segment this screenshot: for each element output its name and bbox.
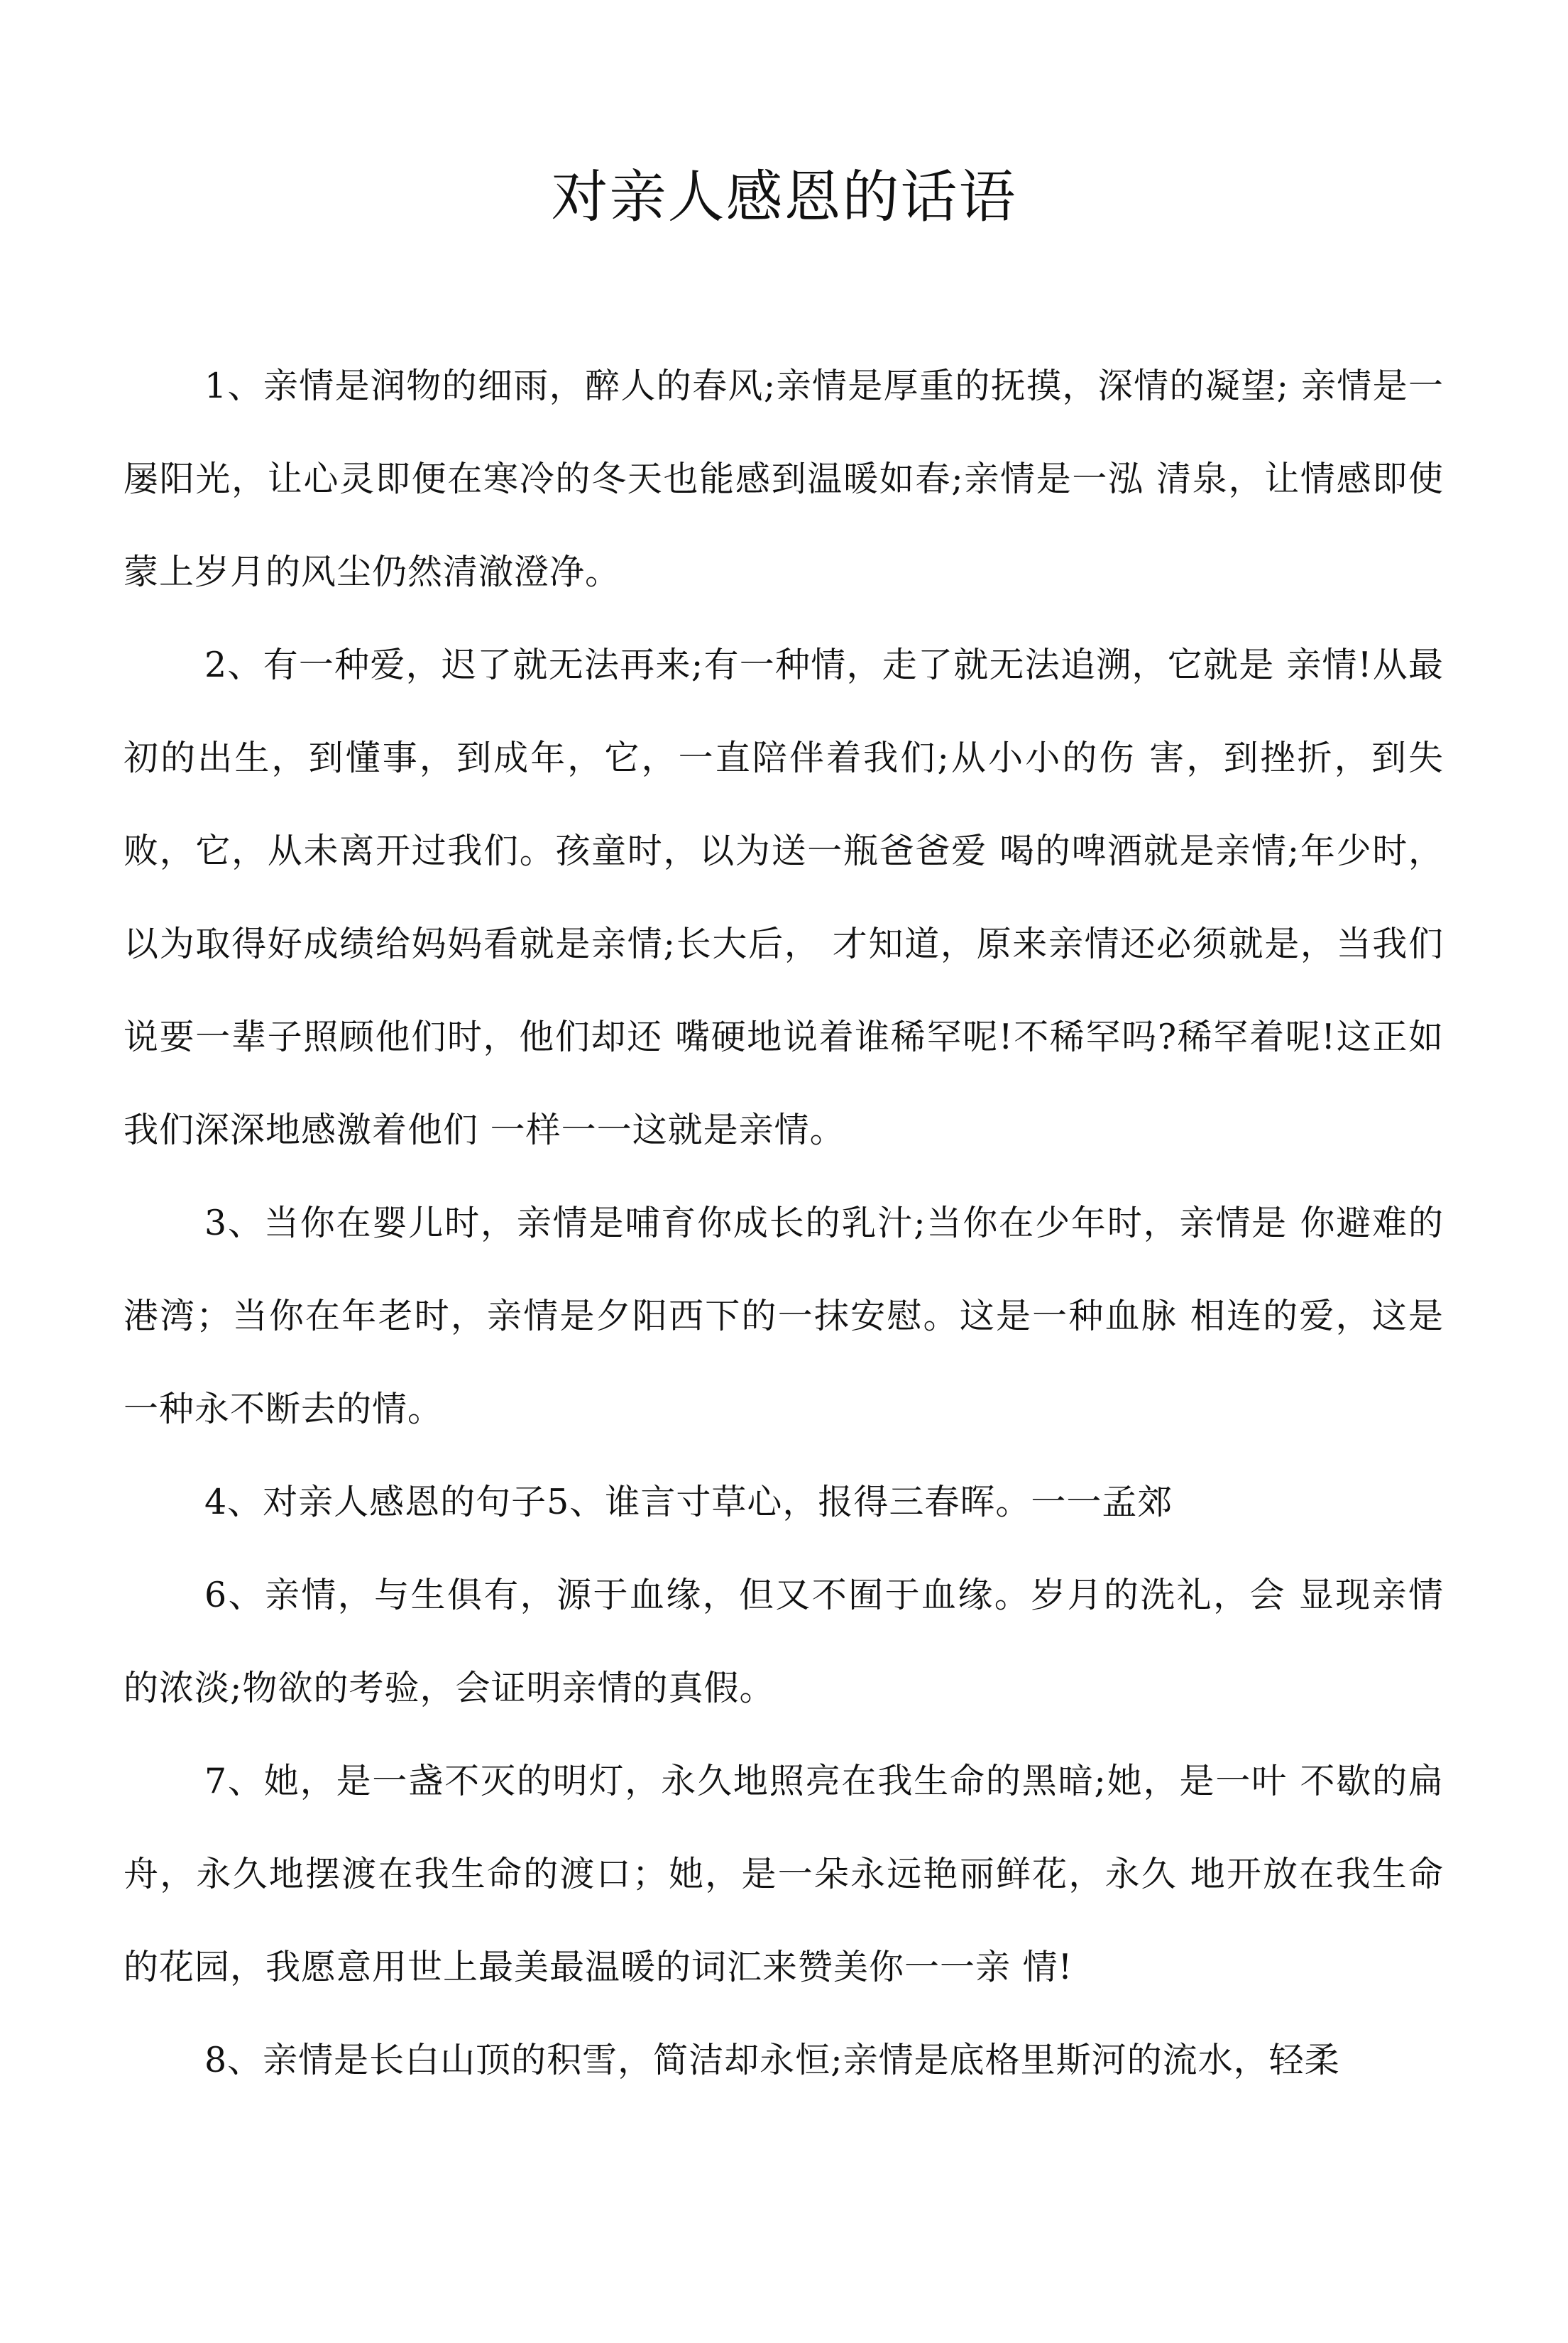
paragraph-3: 3、当你在婴儿时，亲情是哺育你成长的乳汁;当你在少年时，亲情是 你避难的港湾；当你在年老时，亲情是夕阳西下的一抹安慰。这是一种血脉 相连的爱，这是一种永不断去的情。 [124, 1203, 1444, 1429]
document-title: 对亲人感恩的话语 [551, 164, 1017, 230]
paragraph-7: 7、她，是一盏不灭的明灯，永久地照亮在我生命的黑暗;她，是一叶 不歇的扁舟，永久地摆渡在我生命的渡口；她，是一朵永远艳丽鲜花，永久 地开放在我生命的花园，我愿意用世上最美最温暖的词汇来赞美你一一亲 情! [124, 1761, 1444, 1987]
paragraph-2: 2、有一种爱，迟了就无法再来;有一种情，走了就无法追溯，它就是 亲情!从最初的出生，到懂事，到成年，它，一直陪伴着我们;从小小的伤 害，到挫折，到失败，它，从未离开过我们。孩童时，以为送一瓶爸爸爱 喝的啤酒就是亲情;年少时，以为取得好成绩给妈妈看就是亲情;长大后， 才知道，原来亲情还必须就是，当我们说要一辈子照顾他们时，他们却还 嘴硬地说着谁稀罕呢!不稀罕吗?稀罕着呢!这正如我们深深地感激着他们 一样一一这就是亲情。 [124, 645, 1444, 1150]
paragraph-4: 4、对亲人感恩的句子5、谁言寸草心，报得三春晖。一一孟郊 [204, 1482, 1173, 1522]
document-body [124, 339, 1444, 2107]
paragraph-6: 6、亲情，与生俱有，源于血缘，但又不囿于血缘。岁月的洗礼，会 显现亲情的浓淡;物欲的考验，会证明亲情的真假。 [124, 1575, 1444, 1708]
paragraph-8: 8、亲情是长白山顶的积雪，简洁却永恒;亲情是底格里斯河的流水，轻柔 [204, 2040, 1340, 2080]
paragraph-1: 1、亲情是润物的细雨，醉人的春风;亲情是厚重的抚摸，深情的凝望; 亲情是一屡阳光，让心灵即便在寒冷的冬天也能感到温暖如春;亲情是一泓 清泉，让情感即使蒙上岁月的风尘仍然清澈澄净。 [124, 366, 1444, 592]
